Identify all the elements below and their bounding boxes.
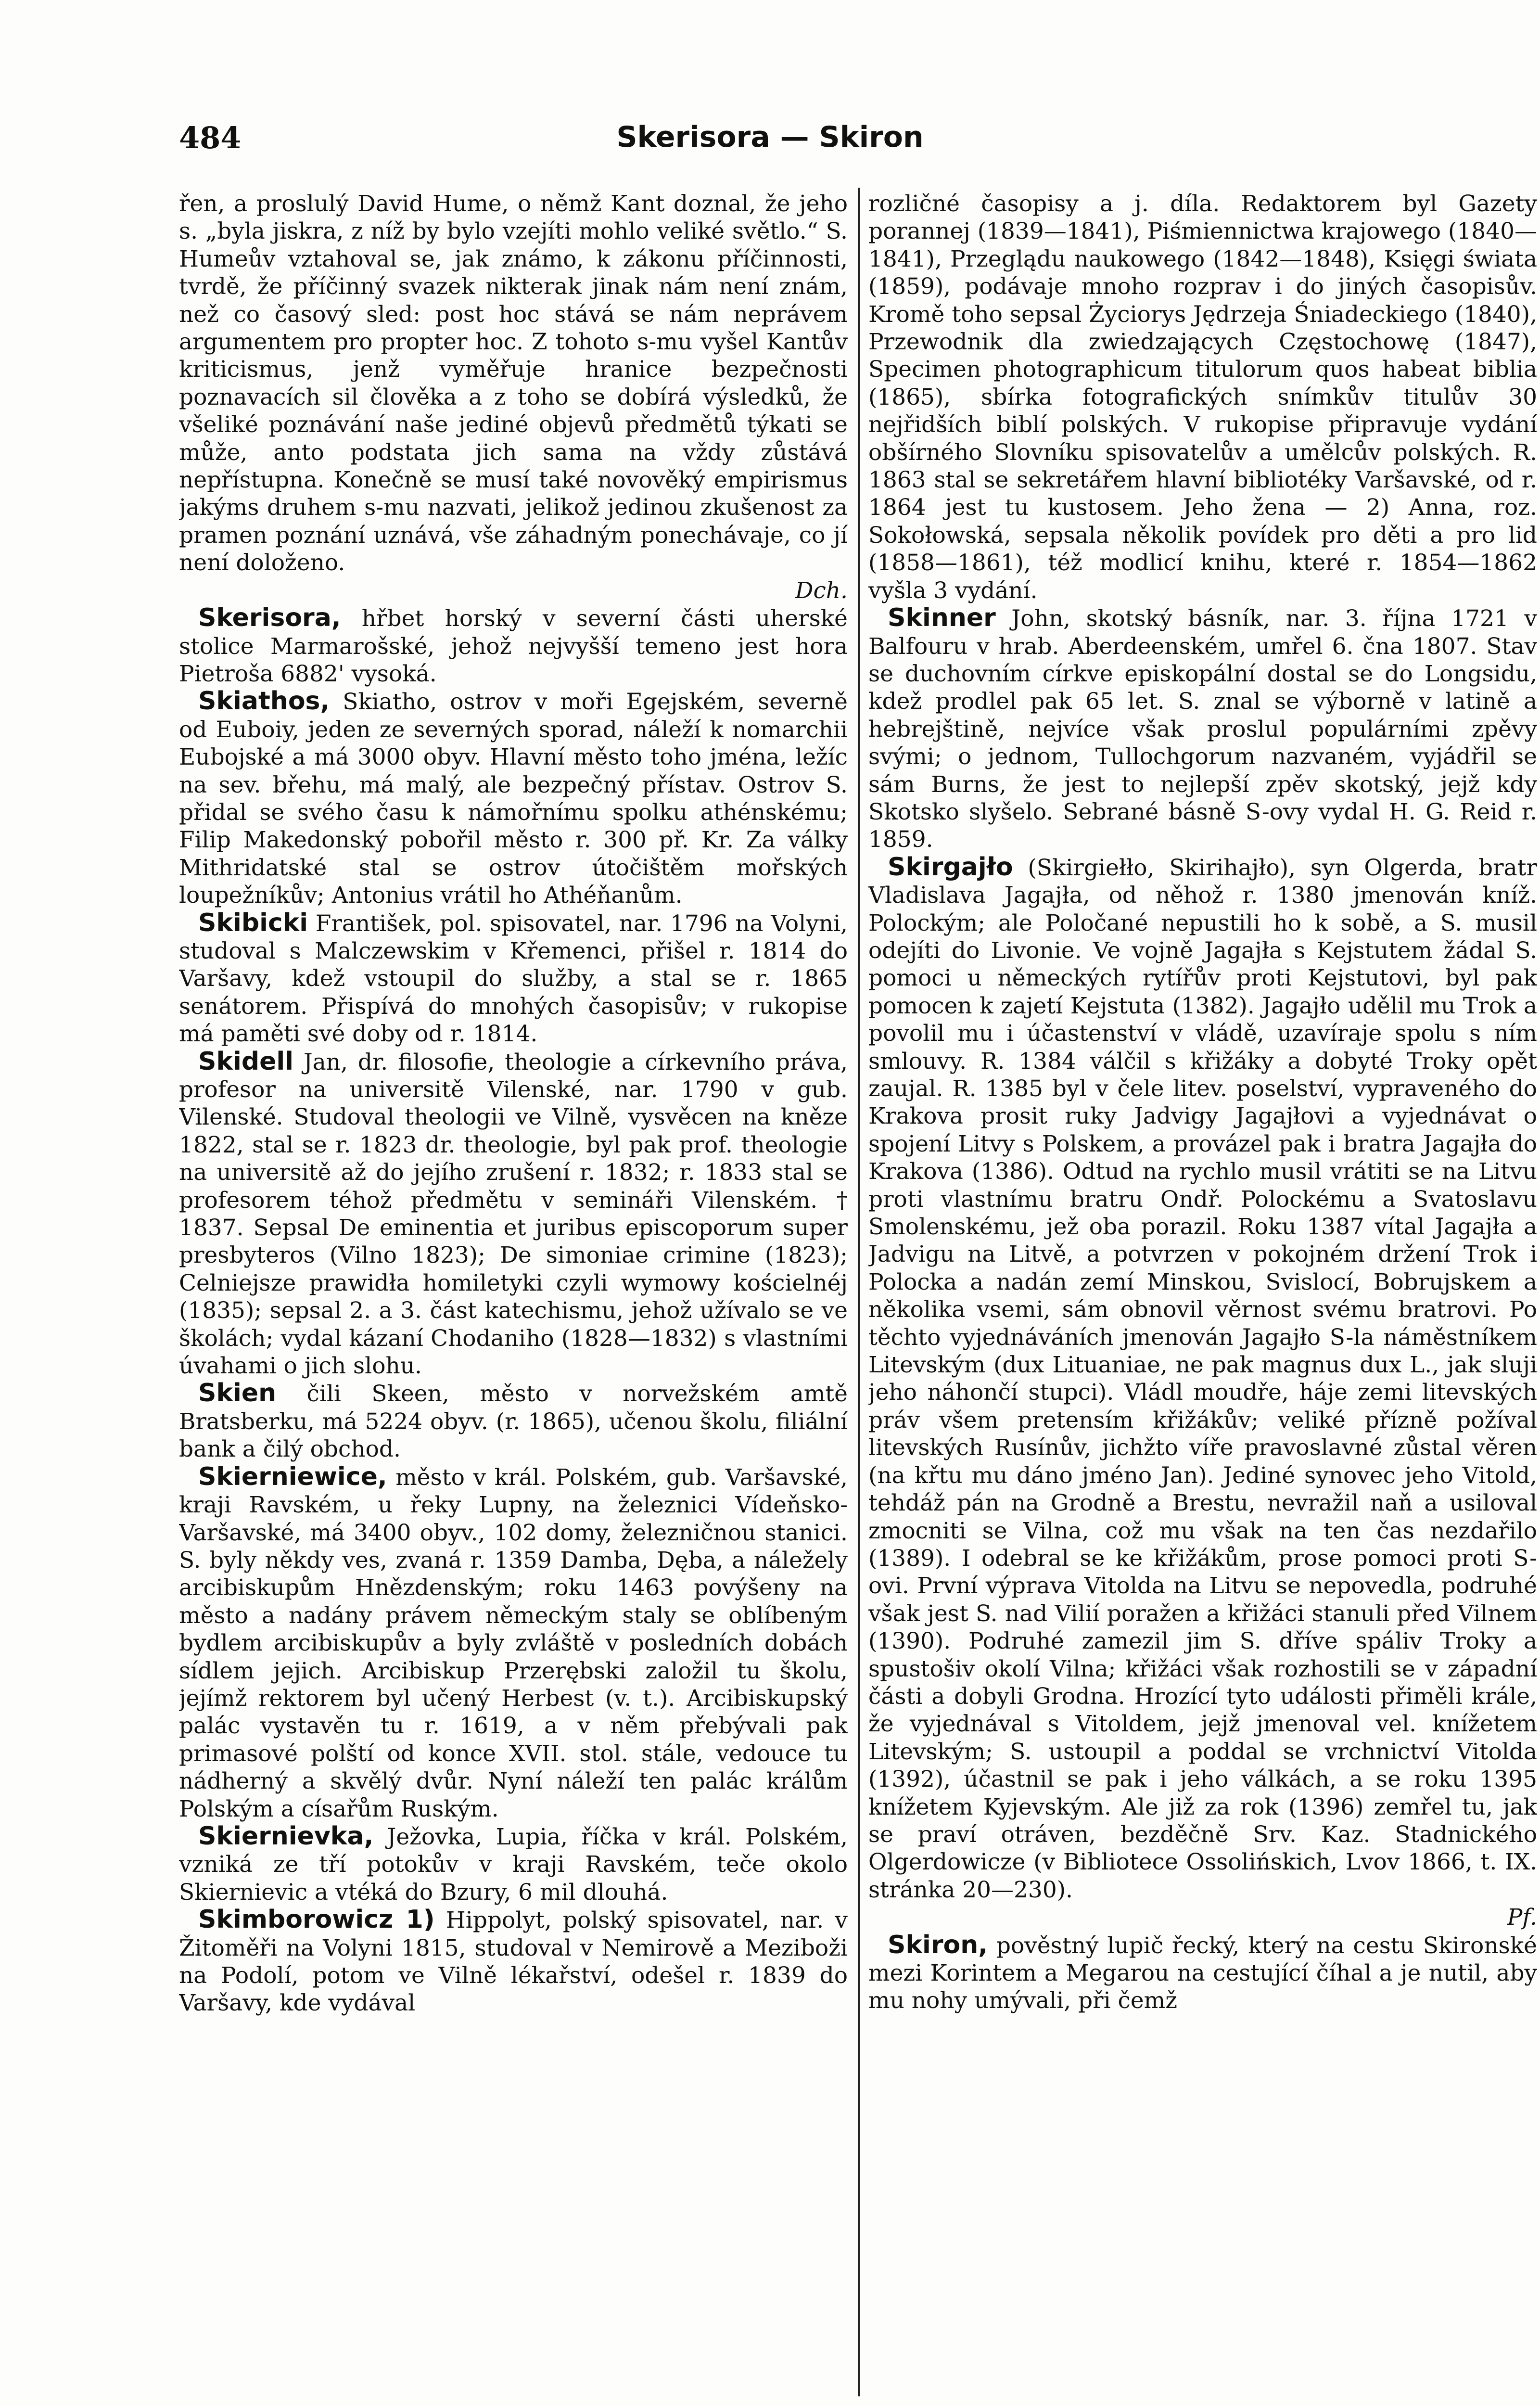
entry-headword: Skibicki bbox=[198, 908, 308, 937]
entry-skimborowicz bbox=[179, 1906, 848, 2017]
entry-text: Ježovka, Lupia, říčka v král. Polském, vzniká ze tří potokův v kraji Ravském, teče okolo Skiernievic a vtéká do Bzury, 6 mil dlouhá. bbox=[179, 1823, 848, 1906]
entry-text: rozličné časopisy a j. díla. Redaktorem byl Gazety porannej (1839—1841), Piśmiennictwa krajowego (1840—1841), Przeglądu naukowego (1842—1848), Księgi świata (1859), podávaje mnoho rozprav i do jiných časopisův. Kromě toho sepsal Życiorys Jędrzeja Śniadeckiego (1840), Przewodnik dla zwiedzających Częstochowę (1847), Specimen photographicum titulorum quos habeat biblia (1865), sbírka fotografických snímkův titulův 30 nejřidších biblí polských. V rukopise připravuje vydání obšírného Slovníku spisovatelův a umělcův polských. R. 1863 stal se sekretářem hlavní bibliotéky Varšavské, od r. 1864 jest tu kustosem. Jeho žena — 2) Anna, roz. Sokołowská, sepsala několik povídek pro děti a pro lid (1858—1861), též modlicí knihu, které r. 1854—1862 vyšla 3 vydání. bbox=[868, 191, 1537, 604]
entry-headword: Skierniewice, bbox=[198, 1462, 387, 1491]
running-head bbox=[0, 120, 1540, 164]
entry-headword: Skidell bbox=[198, 1047, 293, 1076]
entry-headword: Skirgajło bbox=[888, 852, 1013, 882]
entry-text: město v král. Polském, gub. Varšavské, kraji Ravském, u řeky Lupny, na železnici Vídeňsko-Varšavské, má 3400 obyv., 102 domy, železničnou stanici. S. byly někdy ves, zvaná r. 1359 Damba, Dęba, a náležely arcibiskupům Hnězdenským; roku 1463 povýšeny na město a nadány právem německým staly se oblíbeným bydlem arcibiskupův a byly zvláště v posledních dobách sídlem jejich. Arcibiskup Przerębski založil tu školu, jejímž rektorem byl učený Herbest (v. t.). Arcibiskupský palác vystavěn tu r. 1619, a v něm přebývali pak primasové polští od konce XVII. stol. stále, vedouce tu nádherný a skvělý dvůr. Nyní náleží ten palác králům Polským a císařům Ruským. bbox=[179, 1464, 848, 1822]
entry-headword: Skiathos, bbox=[198, 687, 330, 716]
entry-text: Hippolyt, polský spisovatel, nar. v Žitoměři na Volyni 1815, studoval v Nemirově a Meziboži na Podolí, potom ve Vilně lékařství, odešel r. 1839 do Varšavy, kde vydával bbox=[179, 1907, 848, 2017]
entry-text: řen, a proslulý David Hume, o němž Kant doznal, že jeho s. „byla jiskra, z níž by bylo vzejíti mohlo veliké světlo.“ S. Humeův vztahoval se, jak známo, k zákonu příčinnosti, tvrdě, že příčinný svazek nikterak jinak nám není znám, než co časový sled: post hoc stává se nám neprávem argumentem pro propter hoc. Z tohoto s-mu vyšel Kantův kriticismus, jenž vyměřuje hranice bezpečnosti poznavacích sil člověka a z toho se dobírá výsledků, že všeliké poznávání naše jediné objevů předmětů týkati se může, anto podstata jich sama na vždy zůstává nepřístupna. Konečně se musí také novověký empirismus jakýms druhem s-mu nazvati, jelikož jedinou zkušenost za pramen poznání uznává, vše záhadným ponechávaje, co jí není doloženo. bbox=[179, 191, 848, 576]
entry-hume-continuation bbox=[179, 190, 848, 577]
entry-text: František, pol. spisovatel, nar. 1796 na Volyni, studoval s Malczewskim v Křemenci, přišel r. 1814 do Varšavy, kdež vstoupil do služby, a stal se r. 1865 senátorem. Přispívá do mnohých časopisův; v rukopise má paměti své doby od r. 1814. bbox=[179, 910, 848, 1048]
entry-text: John, skotský básník, nar. 3. října 1721 v Balfouru v hrab. Aberdeenském, umřel 6. čna 1807. Stav se duchovním církve episkopální dostal se do Longsidu, kdež prodlel pak 65 let. S. znal se výborně v latině a hebrejštině, nejvíce však proslul populárními zpěvy svými; o jednom, Tullochgorum nazvaném, vyjádřil se sám Burns, že jest to nejlepší zpěv skotský, jejž kdy Skotsko slyšelo. Sebrané básně S-ovy vydal H. G. Reid r. 1859. bbox=[868, 605, 1537, 853]
entry-text: pověstný lupič řecký, který na cestu Skironské mezi Korintem a Megarou na cestující číhal a je nutil, aby mu nohy umývali, při čemž bbox=[868, 1932, 1537, 2014]
entry-skierniewice bbox=[179, 1463, 848, 1823]
entry-text: hřbet horský v severní části uherské stolice Marmarošské, jehož nejvyšší temeno jest hora Pietroša 6882' vysoká. bbox=[179, 605, 848, 687]
entry-signature: Pf. bbox=[1507, 1904, 1537, 1931]
column-divider bbox=[858, 188, 860, 2396]
entry-headword: Skien bbox=[198, 1379, 277, 1408]
entry-skidell bbox=[179, 1048, 848, 1380]
entry-text: Skiatho, ostrov v moři Egejském, severně od Euboiy, jeden ze severných sporad, náleží k nomarchii Eubojské a má 3000 obyv. Hlavní město toho jména, ležíc na sev. břehu, má malý, ale bezpečný přístav. Ostrov S. přidal se svého času k námořnímu spolku athénskému; Filip Makedonský pobořil město r. 300 př. Kr. Za války Mithridatské stal se ostrov útočištěm mořských loupežníkův; Antonius vrátil ho Athéňanům. bbox=[179, 689, 848, 909]
entry-headword: Skiron, bbox=[888, 1930, 988, 1959]
entry-text: Jan, dr. filosofie, theologie a církevního práva, profesor na universitě Vilenské, nar. 1790 v gub. Vilenské. Studoval theologii ve Vilně, vysvěcen na kněze 1822, stal se r. 1823 dr. theologie, byl pak prof. theologie na universitě až do jejího zrušení r. 1832; r. 1833 stal se profesorem téhož předmětu v semináři Vilenském. † 1837. Sepsal De eminentia et juribus episcoporum super presbyteros (Vilno 1823); De simoniae crimine (1823); Celniejsze prawidła homiletyki czyli wymowy kościelnéj (1835); sepsal 2. a 3. část katechismu, jehož užívalo se ve školách; vydal kázaní Chodaniho (1828—1832) s vlastními úvahami o jich slohu. bbox=[179, 1049, 848, 1380]
entry-skirgajlo bbox=[868, 854, 1537, 1904]
entry-skibicki bbox=[179, 909, 848, 1048]
entry-skiron bbox=[868, 1932, 1537, 2015]
entry-skinner bbox=[868, 604, 1537, 854]
right-column bbox=[868, 190, 1537, 2406]
page-number: 484 bbox=[179, 120, 242, 155]
entry-headword: Skinner bbox=[888, 603, 996, 633]
entry-headword: Skimborowicz 1) bbox=[198, 1905, 435, 1934]
entry-text: čili Skeen, město v norvežském amtě Bratsberku, má 5224 obyv. (r. 1865), učenou školu, filiální bank a čilý obchod. bbox=[179, 1381, 848, 1463]
entry-skiernievka bbox=[179, 1823, 848, 1906]
entry-text: (Skirgiełło, Skirihajło), syn Olgerda, bratr Vladislava Jagajła, od něhož r. 1380 jmenován kníž. Polockým; ale Poločané nepustili ho k sobě, a S. musil odejíti do Livonie. Ve vojně Jagajła s Kejstutem žádal S. pomoci u německých rytířův proti Kejstutovi, byl pak pomocen k zajetí Kejstuta (1382). Jagajło udělil mu Trok a povolil mu i účastenství v vládě, uzavíraje spolu s ním smlouvy. R. 1384 válčil s křižáky a dobyté Troky opět zaujal. R. 1385 byl v čele litev. poselství, vypraveného do Krakova prosit ruky Jadvigy Jagajłovi a vyjednávat o spojení Litvy s Polskem, a provázel pak i bratra Jagajła do Krakova (1386). Odtud na rychlo musil vrátiti se na Litvu proti vlastnímu bratru Ondř. Polockému a Svatoslavu Smolenskému, jež oba porazil. Roku 1387 vítal Jagajła a Jadvigu na Litvě, a potvrzen v pokojném držení Trok i Polocka a nadán zemí Minskou, Svislocí, Bobrujskem a několika vsemi, sám obnovil věrnost svému bratrovi. Po těchto vyjednáváních jmenován Jagajło S-la náměstníkem Litevským (dux Lituaniae, ne pak magnus dux L., jak sluji jeho náhončí stupci). Vládl moudře, háje zemi litevských práv všem pretensím křižákův; veliké přízně požíval litevských Rusínův, jichžto víře pravoslavné zůstal věren (na křtu mu dáno jméno Jan). Jediné synovec jeho Vitold, tehdáž pán na Grodně a Brestu, nevražil naň a usiloval zmocniti se Vilna, což mu však na ten čas nezdařilo (1389). I odebral se ke křižákům, prose pomoci proti S-ovi. První výprava Vitolda na Litvu se nepovedla, podruhé však jest S. nad Vilií poražen a křižáci stanuli před Vilnem (1390). Podruhé zamezil jim S. dříve spáliv Troky a spustošiv okolí Vilna; křižáci však rozhostili se v západní části a dobyli Grodna. Hrozící tyto události přiměli krále, že vyjednával s Vitoldem, jejž jmenoval vel. knížetem Litevským; S. ustoupil a poddal se vrchnictví Vitolda (1392), účastnil se pak i jeho válkách, a se roku 1395 knížetem Kyjevským. Ale již za rok (1396) zemřel tu, jak se praví otráven, bezděčně Srv. Kaz. Stadnického Olgerdowicze (v Bibliotece Ossolińskich, Lvov 1866, t. IX. stránka 20—230). bbox=[868, 854, 1537, 1903]
entry-headword: Skiernievka, bbox=[198, 1821, 374, 1851]
entry-skiathos bbox=[179, 688, 848, 909]
entry-headword: Skerisora, bbox=[198, 603, 341, 633]
running-title: Skerisora — Skiron bbox=[616, 120, 924, 154]
entry-signature: Dch. bbox=[795, 577, 848, 604]
entry-skien bbox=[179, 1380, 848, 1463]
entry-skimborowicz-continuation bbox=[868, 190, 1537, 604]
left-column bbox=[179, 190, 848, 2406]
entry-skerisora bbox=[179, 604, 848, 688]
